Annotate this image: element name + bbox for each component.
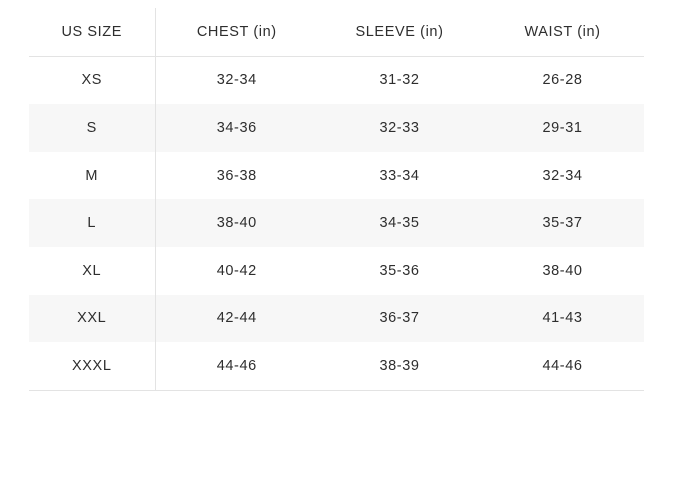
table-row [29,295,644,343]
cell-sleeve: 34-35 [318,199,481,247]
cell-size: XL [29,247,155,295]
cell-size: S [29,104,155,152]
table-row [29,104,644,152]
table-row [29,342,644,390]
column-header-waist: WAIST (in) [481,8,644,56]
cell-waist: 26-28 [542,72,583,89]
table-header-row [29,8,644,56]
cell-chest: 36-38 [216,167,257,184]
cell-waist: 35-37 [481,199,644,247]
cell-sleeve: 33-34 [379,167,420,184]
cell-size: XXL [29,295,155,343]
cell-size: XXXL [29,342,155,390]
cell-chest: 42-44 [155,295,318,343]
cell-sleeve: 32-33 [318,104,481,152]
cell-sleeve: 36-37 [318,295,481,343]
table-row [29,56,644,104]
cell-waist: 38-40 [542,262,583,279]
cell-size: L [29,199,155,247]
cell-chest: 40-42 [216,262,257,279]
table-row [29,199,644,247]
cell-chest: 32-34 [216,72,257,89]
size-chart-table [29,8,644,391]
cell-size: XS [29,56,155,104]
cell-chest: 38-40 [155,199,318,247]
cell-sleeve: 38-39 [318,342,481,390]
column-header-us-size: US SIZE [29,8,155,56]
cell-waist: 32-34 [542,167,583,184]
cell-waist: 44-46 [481,342,644,390]
table-row [29,152,644,200]
column-header-chest: CHEST (in) [155,8,318,56]
cell-sleeve: 31-32 [379,72,420,89]
cell-chest: 44-46 [155,342,318,390]
cell-size: M [29,152,155,200]
cell-chest: 34-36 [155,104,318,152]
table-body [29,56,644,390]
size-chart-page [0,8,680,499]
column-header-sleeve: SLEEVE (in) [318,8,481,56]
cell-sleeve: 35-36 [379,262,420,279]
cell-waist: 41-43 [481,295,644,343]
cell-waist: 29-31 [481,104,644,152]
table-header [29,8,644,56]
table-row [29,247,644,295]
